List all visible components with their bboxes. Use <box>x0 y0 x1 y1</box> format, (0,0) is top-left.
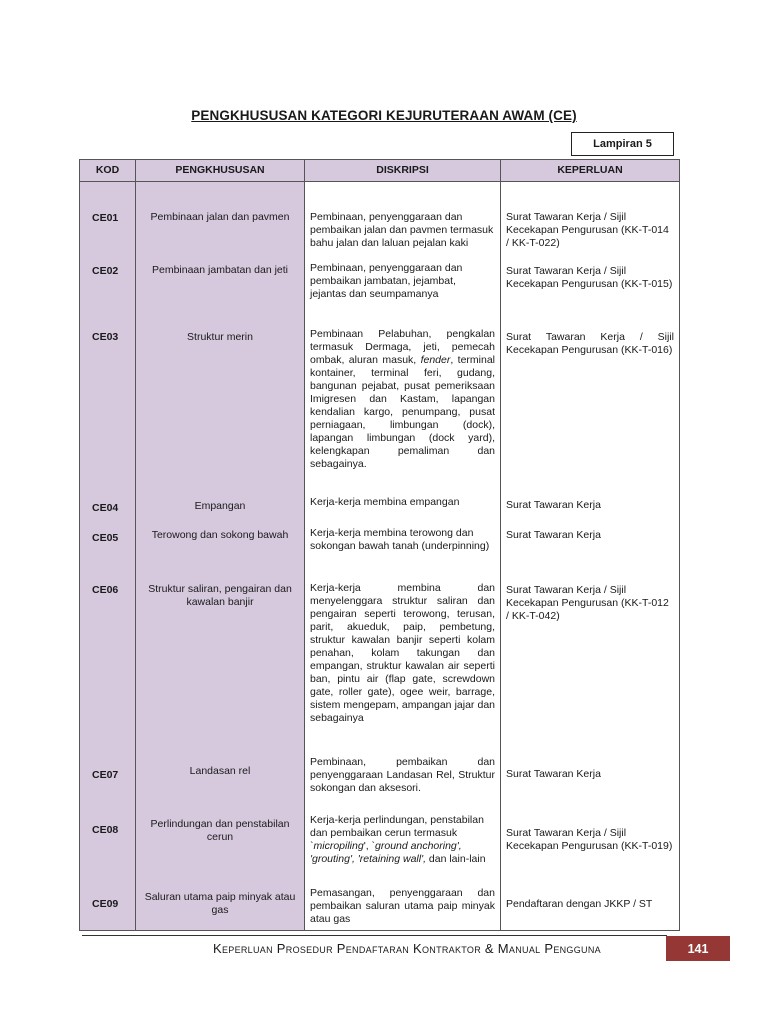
row-keperluan: Surat Tawaran Kerja / Sijil Kecekapan Pengurusan (KK-T-016) <box>501 314 680 484</box>
diskripsi-text: ', ` <box>363 840 376 852</box>
page-number-badge <box>666 936 730 961</box>
diskripsi-italic: ground anchoring', 'grouting', 'retaining wall', <box>310 840 462 865</box>
row-pengkhususan: Saluran utama paip minyak atau gas <box>136 886 305 930</box>
row-pengkhususan: Landasan rel <box>136 755 305 810</box>
page-number: 141 <box>687 941 709 956</box>
row-kod: CE03 <box>80 314 136 484</box>
header-diskripsi: DISKRIPSI <box>305 160 501 182</box>
table-header-row <box>80 160 680 182</box>
row-kod: CE06 <box>80 578 136 755</box>
row-keperluan: Surat Tawaran Kerja <box>501 522 680 578</box>
row-pengkhususan: Empangan <box>136 484 305 522</box>
row-kod: CE09 <box>80 886 136 930</box>
specialization-table <box>79 159 680 931</box>
row-diskripsi: Pembinaan, penyenggaraan dan pembaikan jalan dan pavmen termasuk bahu jalan dan laluan pejalan kaki <box>305 182 501 251</box>
row-keperluan: Pendaftaran dengan JKKP / ST <box>501 886 680 930</box>
table-row <box>80 250 680 314</box>
row-keperluan: Surat Tawaran Kerja / Sijil Kecekapan Pengurusan (KK-T-014 / KK-T-022) <box>501 182 680 251</box>
row-diskripsi: Pembinaan, pembaikan dan penyenggaraan Landasan Rel, Struktur sokongan dan aksesori. <box>305 755 501 810</box>
row-diskripsi <box>305 810 501 886</box>
row-keperluan: Surat Tawaran Kerja <box>501 755 680 810</box>
diskripsi-text: Pembinaan Pelabuhan, pengkalan termasuk Dermaga, jeti, pemecah ombak, aluran masuk, <box>310 328 495 366</box>
row-diskripsi <box>305 314 501 484</box>
row-keperluan: Surat Tawaran Kerja / Sijil Kecekapan Pengurusan (KK-T-012 / KK-T-042) <box>501 578 680 755</box>
row-kod: CE01 <box>80 182 136 251</box>
document-title: PENGKHUSUSAN KATEGORI KEJURUTERAAN AWAM (CE) <box>191 108 577 123</box>
row-pengkhususan: Terowong dan sokong bawah <box>136 522 305 578</box>
row-pengkhususan: Perlindungan dan penstabilan cerun <box>136 810 305 886</box>
row-keperluan: Surat Tawaran Kerja / Sijil Kecekapan Pengurusan (KK-T-019) <box>501 810 680 886</box>
lampiran-box <box>571 132 674 156</box>
diskripsi-text: , terminal kontainer, terminal feri, gudang, bangunan pejabat, pusat pemeriksaan Imigresen dan Kastam, lapangan kendalian kargo, penumpang, pusat perniagaan, limbungan (dock), lapangan limbungan (dock yard), kelengkapan pemaliman dan sebagainya. <box>310 354 495 470</box>
row-keperluan: Surat Tawaran Kerja <box>501 484 680 522</box>
table-row <box>80 484 680 522</box>
table-row <box>80 578 680 755</box>
diskripsi-text: Kerja-kerja perlindungan, penstabilan dan pembaikan cerun termasuk ` <box>310 814 484 852</box>
table-row <box>80 522 680 578</box>
row-diskripsi: Pembinaan, penyenggaraan dan pembaikan jambatan, jejambat, jejantas dan seumpamanya <box>305 250 501 314</box>
row-kod: CE02 <box>80 250 136 314</box>
row-diskripsi: Kerja-kerja membina dan menyelenggara struktur saliran dan pengairan seperti terowong, terusan, parit, akueduk, paip, pembetung, struktur kawalan banjir seperti kolam penahan, kolam takungan dan empangan, struktur kawalan air seperti ban, pintu air (flap gate, screwdown gate, roller gate), ogee weir, barrage, sistem mengepam, ampangan jajar dan sebagainya <box>305 578 501 755</box>
row-diskripsi: Kerja-kerja membina terowong dan sokongan bawah tanah (underpinning) <box>305 522 501 578</box>
row-kod: CE04 <box>80 484 136 522</box>
row-pengkhususan: Pembinaan jalan dan pavmen <box>136 182 305 251</box>
lampiran-label: Lampiran 5 <box>593 138 652 150</box>
row-pengkhususan: Pembinaan jambatan dan jeti <box>136 250 305 314</box>
table-row <box>80 314 680 484</box>
table-row <box>80 886 680 930</box>
table-row <box>80 182 680 251</box>
row-pengkhususan: Struktur merin <box>136 314 305 484</box>
table-row <box>80 755 680 810</box>
diskripsi-text: dan lain-lain <box>426 853 486 865</box>
diskripsi-italic: fender <box>420 354 451 366</box>
row-kod: CE07 <box>80 755 136 810</box>
footer-divider <box>82 935 667 936</box>
row-kod: CE08 <box>80 810 136 886</box>
header-kod: KOD <box>80 160 136 182</box>
row-kod: CE05 <box>80 522 136 578</box>
diskripsi-italic: micropiling <box>313 840 364 852</box>
footer-title: Keperluan Prosedur Pendaftaran Kontraktor & Manual Pengguna <box>213 941 601 956</box>
row-diskripsi: Kerja-kerja membina empangan <box>305 484 501 522</box>
table-row <box>80 810 680 886</box>
row-pengkhususan: Struktur saliran, pengairan dan kawalan banjir <box>136 578 305 755</box>
row-diskripsi: Pemasangan, penyenggaraan dan pembaikan saluran utama paip minyak atau gas <box>305 886 501 930</box>
header-keperluan: KEPERLUAN <box>501 160 680 182</box>
row-keperluan: Surat Tawaran Kerja / Sijil Kecekapan Pengurusan (KK-T-015) <box>501 250 680 314</box>
header-pengkhususan: PENGKHUSUSAN <box>136 160 305 182</box>
